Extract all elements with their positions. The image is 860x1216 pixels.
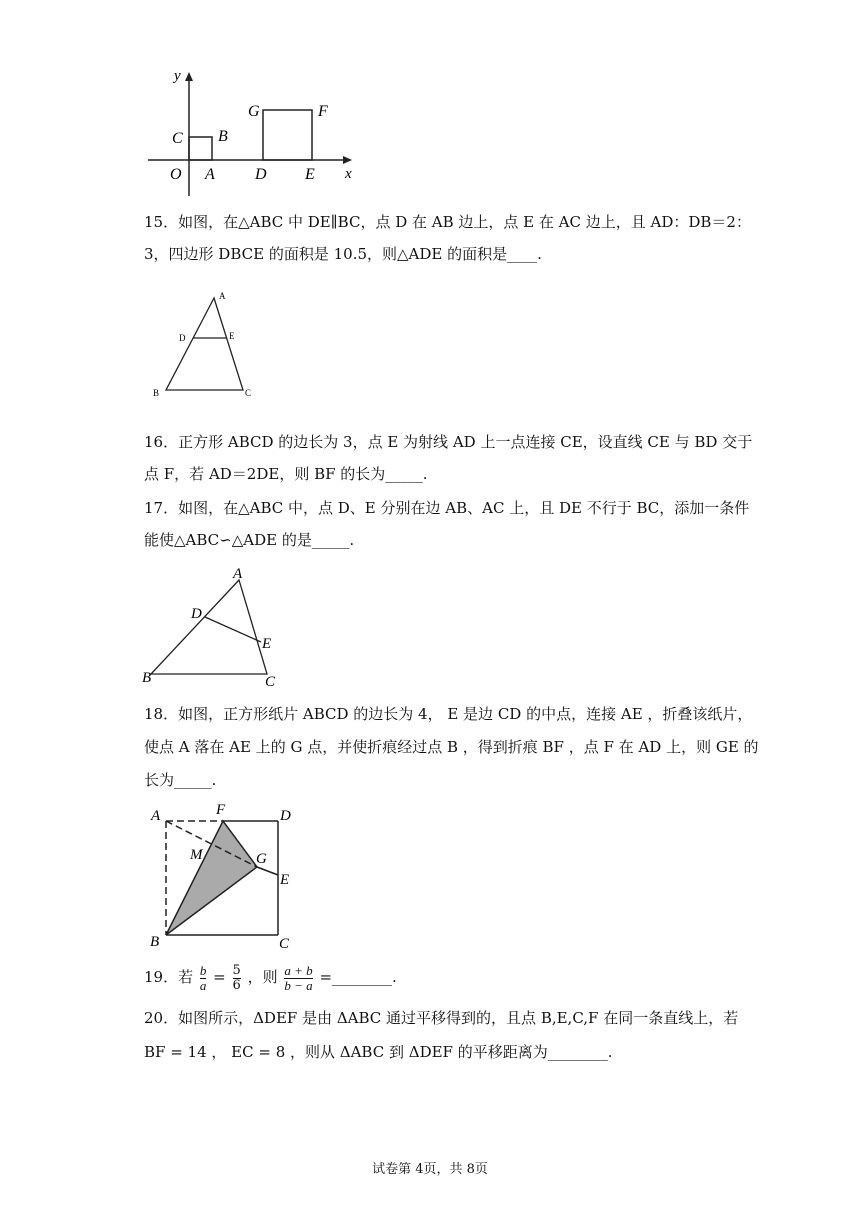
label-y: y <box>174 68 181 84</box>
label-f: F <box>318 103 328 120</box>
q20-line2: BF = 14 ， EC = 8 ，则从 ΔABC 到 ΔDEF 的平移距离为________. <box>144 1043 613 1061</box>
q18-line1: 18．如图，正方形纸片 ABCD 的边长为 4， E 是边 CD 的中点，连接 AE ，折叠该纸片， <box>144 705 753 723</box>
q15-line1: 15．如图，在△ABC 中 DE∥BC，点 D 在 AB 边上，点 E 在 AC 边上，且 AD：DB＝2： <box>144 213 751 231</box>
label-g: G <box>256 851 267 867</box>
label-e: E <box>229 331 235 341</box>
label-d: D <box>191 606 202 622</box>
label-d: D <box>179 333 186 343</box>
q16-line1: 16．正方形 ABCD 的边长为 3，点 E 为射线 AD 上一点连接 CE，设直线 CE 与 BD 交于 <box>144 433 753 451</box>
q19-suffix: =________. <box>319 968 397 986</box>
q19-mid: ，则 <box>247 968 278 986</box>
figure-q18 <box>146 800 316 950</box>
label-o: O <box>170 166 182 183</box>
fraction-5-over-6: $\frac{5}{6}$ <box>232 962 241 993</box>
label-b: B <box>150 934 160 950</box>
label-x: x <box>345 166 352 182</box>
label-g: G <box>248 103 260 120</box>
q18-line3: 长为_____. <box>144 771 217 789</box>
q19-line <box>144 958 397 996</box>
label-m: M <box>190 847 203 863</box>
label-b: B <box>142 670 152 686</box>
q19-prefix: 19．若 <box>144 968 194 986</box>
q20-line1: 20．如图所示，ΔDEF 是由 ΔABC 通过平移得到的，且点 B,E,C,F 在同一条直线上，若 <box>144 1009 739 1027</box>
figure-q17 <box>138 562 288 692</box>
q17-line1: 17．如图，在△ABC 中，点 D、E 分别在边 AB、AC 上，且 DE 不行于 BC，添加一条件 <box>144 499 750 517</box>
label-e: E <box>262 636 272 652</box>
label-a: A <box>219 291 226 301</box>
label-a: A <box>151 808 161 824</box>
label-c: C <box>245 388 252 398</box>
fraction-sum-over-diff: $\frac{a + b}{b - a}$ <box>284 962 313 993</box>
q18-line2: 使点 A 落在 AE 上的 G 点，并使折痕经过点 B ，得到折痕 BF ，点 F 在 AD 上，则 GE 的 <box>144 738 759 756</box>
label-c: C <box>279 936 290 950</box>
q15-line2: 3，四边形 DBCE 的面积是 10.5，则△ADE 的面积是____. <box>144 245 542 263</box>
label-f: F <box>216 802 226 818</box>
label-e: E <box>305 166 315 183</box>
fraction-b-over-a: $\frac{b}{a}$ <box>199 962 207 993</box>
q16-line2: 点 F，若 AD＝2DE，则 BF 的长为_____. <box>144 465 428 483</box>
label-d: D <box>255 166 267 183</box>
label-c: C <box>172 130 183 147</box>
q17-line2: 能使△ABC∽△ADE 的是_____. <box>144 531 355 549</box>
label-e: E <box>280 872 290 888</box>
q19-eq: = <box>213 968 226 986</box>
label-a: A <box>233 566 243 582</box>
label-a: A <box>205 166 215 183</box>
label-b: B <box>153 388 160 398</box>
label-c: C <box>265 674 276 690</box>
page-footer: 试卷第 4页，共 8页 <box>372 1162 488 1177</box>
figure-q15 <box>148 288 258 400</box>
label-b: B <box>218 128 228 145</box>
figure-q14 <box>140 66 370 196</box>
label-d: D <box>280 808 291 824</box>
